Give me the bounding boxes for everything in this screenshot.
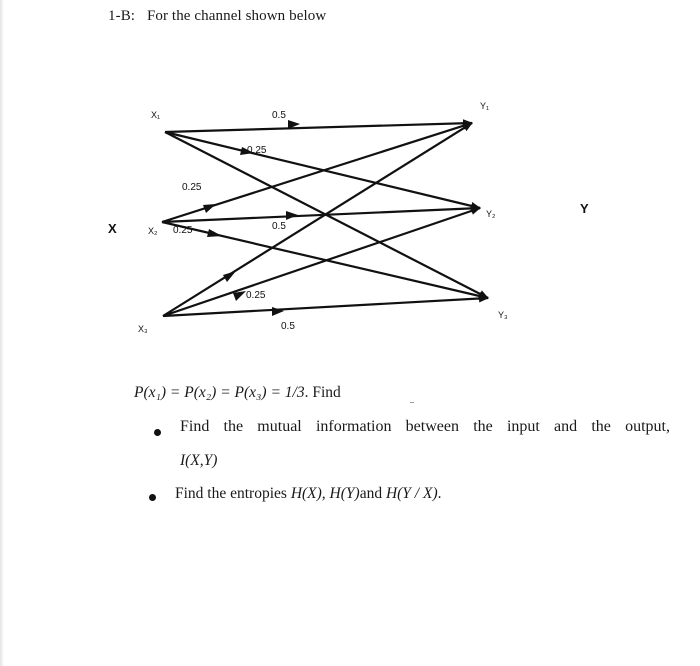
problem-number: 1-B: bbox=[108, 8, 136, 24]
prob-label-x1-y1: 0.5 bbox=[272, 110, 286, 121]
problem-intro: For the channel shown below bbox=[146, 8, 327, 24]
prob-label-x2-y3: 0.25 bbox=[173, 225, 193, 236]
question-2-text bbox=[175, 485, 442, 503]
input-node-x3: X₃ bbox=[138, 324, 148, 334]
given-probabilities bbox=[134, 384, 341, 402]
transition-x1-y1 bbox=[165, 123, 472, 132]
output-label-y: Y bbox=[580, 201, 589, 216]
given-equation: P(x₁) = P(x₂) = P(x₃) = 1/3 bbox=[134, 384, 305, 401]
input-node-x1: X₁ bbox=[151, 110, 161, 120]
question-1-continuation: I(X,Y) bbox=[180, 452, 218, 469]
prob-label-x1-y2: 0.25 bbox=[247, 145, 267, 156]
scan-smudge bbox=[410, 402, 414, 403]
input-label-x: X bbox=[108, 221, 117, 236]
question-2-end: . bbox=[437, 485, 442, 502]
given-suffix: . Find bbox=[304, 384, 341, 401]
prob-label-x3-y3: 0.5 bbox=[281, 321, 295, 332]
prob-label-x2-y2: 0.5 bbox=[272, 221, 286, 232]
mid-arrow-x2-y2 bbox=[286, 211, 298, 220]
question-1-text: Find the mutual information between the input and the output, bbox=[180, 418, 670, 435]
transition-x3-y2 bbox=[163, 208, 480, 316]
bullet-1 bbox=[154, 429, 161, 436]
prob-label-x2-y1: 0.25 bbox=[182, 182, 202, 193]
input-node-x2: X₂ bbox=[148, 226, 158, 236]
mid-arrow-x2-y3 bbox=[207, 229, 222, 237]
output-node-y3: Y₃ bbox=[498, 310, 508, 320]
question-2-expr2: H(Y / X) bbox=[385, 485, 438, 502]
bullet-2 bbox=[149, 494, 156, 501]
question-2-and: and bbox=[359, 485, 383, 502]
transition-x3-y3 bbox=[163, 298, 488, 316]
mid-arrow-x3-y1 bbox=[223, 271, 236, 282]
output-node-y2: Y₂ bbox=[486, 209, 496, 219]
prob-label-x3-y2: 0.25 bbox=[246, 290, 266, 301]
mid-arrow-x2-y1 bbox=[203, 204, 216, 213]
output-node-y1: Y₁ bbox=[480, 101, 490, 111]
transition-x2-y2 bbox=[162, 208, 480, 222]
question-2-expr1: H(X), H(Y) bbox=[290, 485, 360, 502]
question-2-prefix: Find the entropies bbox=[175, 485, 287, 502]
